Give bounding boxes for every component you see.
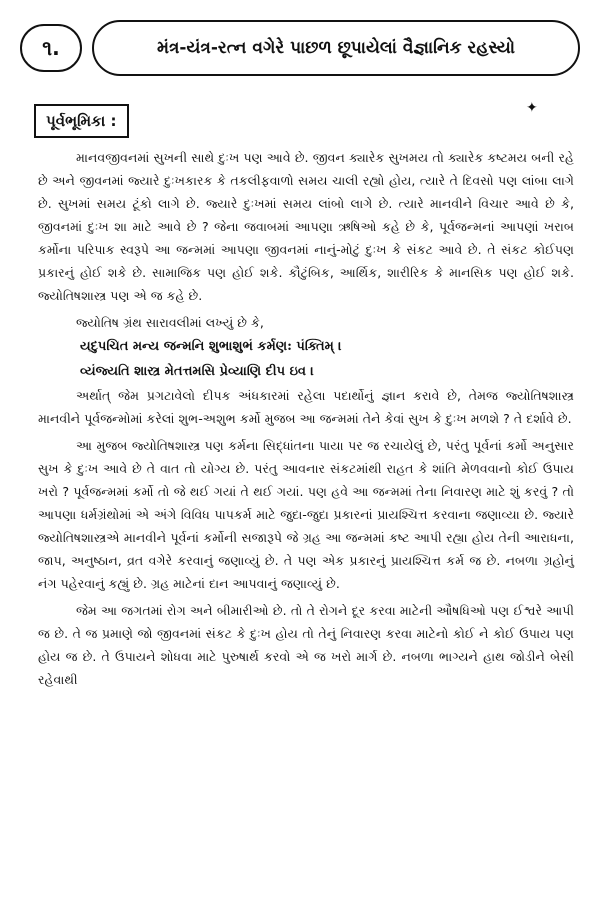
paragraph-2: અર્થાત્ જેમ પ્રગટાવેલો દીપક અંધકારમાં રહેલા પદાર્થોનું જ્ઞાન કરાવે છે, તેમજ જ્યોતિષશાસ્ત્ર માનવીને પૂર્વજન્મોમાં કરેલાં શુભ-અશુભ કર્મો મુજબ આ જન્મમાં તેને કેવાં સુખ કે દુઃખ મળશે ? તે દર્શાવે છે.	[38, 388, 574, 426]
paragraph-1: માનવજીવનમાં સુખની સાથે દુઃખ પણ આવે છે. જીવન ક્યારેક સુખમય તો ક્યારેક કષ્ટમય બની રહે છે અને જીવનમાં જ્યારે દુઃખકારક કે તકલીફવાળો સમય ચાલી રહ્યો હોય, ત્યારે તે દિવસો પણ લાંબા લાગે છે. સુખમાં સમય ટૂંકો લાગે છે. જ્યારે દુઃખમાં સમય લાંબો લાગે છે. ત્યારે માનવીને વિચાર આવે છે કે, જીવનમાં દુઃખ શા માટે આવે છે ? જેના જવાબમાં આપણા ઋષિઓ કહે છે કે, પૂર્વજન્મનાં આપણાં ખરાબ કર્મોના પરિપાક સ્વરૂપે આ જન્મમાં આપણા જીવનમાં નાનું-મોટું દુઃખ કે સંકટ આવે છે. તે સંકટ કોઈપણ પ્રકારનું હોઈ શકે છે. સામાજિક પણ હોઈ શકે. કૌટુંબિક, આર્થિક, શારીરિક કે માનસિક પણ હોઈ શકે. જ્યોતિષશાસ્ત્ર પણ એ જ કહે છે.	[38, 150, 574, 303]
verse-intro: જ્યોતિષ ગ્રંથ સારાવલીમાં લખ્યું છે કે,	[76, 315, 264, 330]
verse-line-1: યદુપચિત મન્ય જન્મનિ શુભાશુભં કર્મણ: પંક્તિમ્ ।	[80, 339, 342, 354]
chapter-number: ૧.	[20, 24, 82, 72]
verse-line-2: વ્યંજ્યતિ શાસ્ત્ર મેતત્તમસિ પ્રેવ્યાણિ દીપ ઇવ ।	[80, 364, 315, 379]
ornament-icon: ✦	[526, 100, 538, 116]
chapter-header	[20, 20, 580, 78]
chapter-title: મંત્ર-યંત્ર-રત્ન વગેરે પાછળ છૂપાયેલાં વૈજ્ઞાનિક રહસ્યો	[92, 20, 580, 76]
body-text	[38, 146, 574, 695]
section-label: પૂર્વભૂમિકા :	[34, 104, 129, 138]
paragraph-4: જેમ આ જગતમાં રોગ અને બીમારીઓ છે. તો તે રોગને દૂર કરવા માટેની ઔષધિઓ પણ ઈશ્વરે આપી જ છે. તે જ પ્રમાણે જો જીવનમાં સંકટ કે દુઃખ હોય તો તેનું નિવારણ કરવા માટેનો કોઈ ને કોઈ ઉપાય પણ હોય જ છે. તે ઉપાયને શોધવા માટે પુરુષાર્થ કરવો એ જ ખરો માર્ગ છે. નબળા ભાગ્યને હાથ જોડીને બેસી રહેવાથી	[38, 603, 574, 687]
paragraph-3: આ મુજબ જ્યોતિષશાસ્ત્ર પણ કર્મના સિદ્ધાંતના પાયા પર જ રચાયેલું છે, પરંતુ પૂર્વનાં કર્મો અનુસાર સુખ કે દુઃખ આવે છે તે વાત તો યોગ્ય છે. પરંતુ આવનાર સંકટમાંથી રાહત કે શાંતિ મેળવવાનો કોઈ ઉપાય ખરો ? પૂર્વજન્મમાં કર્મો તો જે થઈ ગયાં તે થઈ ગયાં. પણ હવે આ જન્મમાં તેના નિવારણ માટે શું કરવું ? તો આપણા ધર્મગ્રંથોમાં એ અંગે વિવિધ પાપકર્મ માટે જુદા-જુદા પ્રકારનાં પ્રાયશ્ચિત્ત કરવાના જણાવ્યા છે. જ્યારે જ્યોતિષશાસ્ત્રએ માનવીને પૂર્વનાં કર્મોની સજારૂપે જે ગ્રહ આ જન્મમાં કષ્ટ આપી રહ્યા હોય તેની આરાધના, જાપ, અનુષ્ઠાન, વ્રત વગેરે કરવાનું જણાવ્યું છે. તે પણ એક પ્રકારનું પ્રાયશ્ચિત્ત કર્મ જ છે. નબળા ગ્રહોનું નંગ પહેરવાનું કહ્યું છે. ગ્રહ માટેનાં દાન આપવાનું જણાવ્યું છે.	[38, 438, 574, 591]
